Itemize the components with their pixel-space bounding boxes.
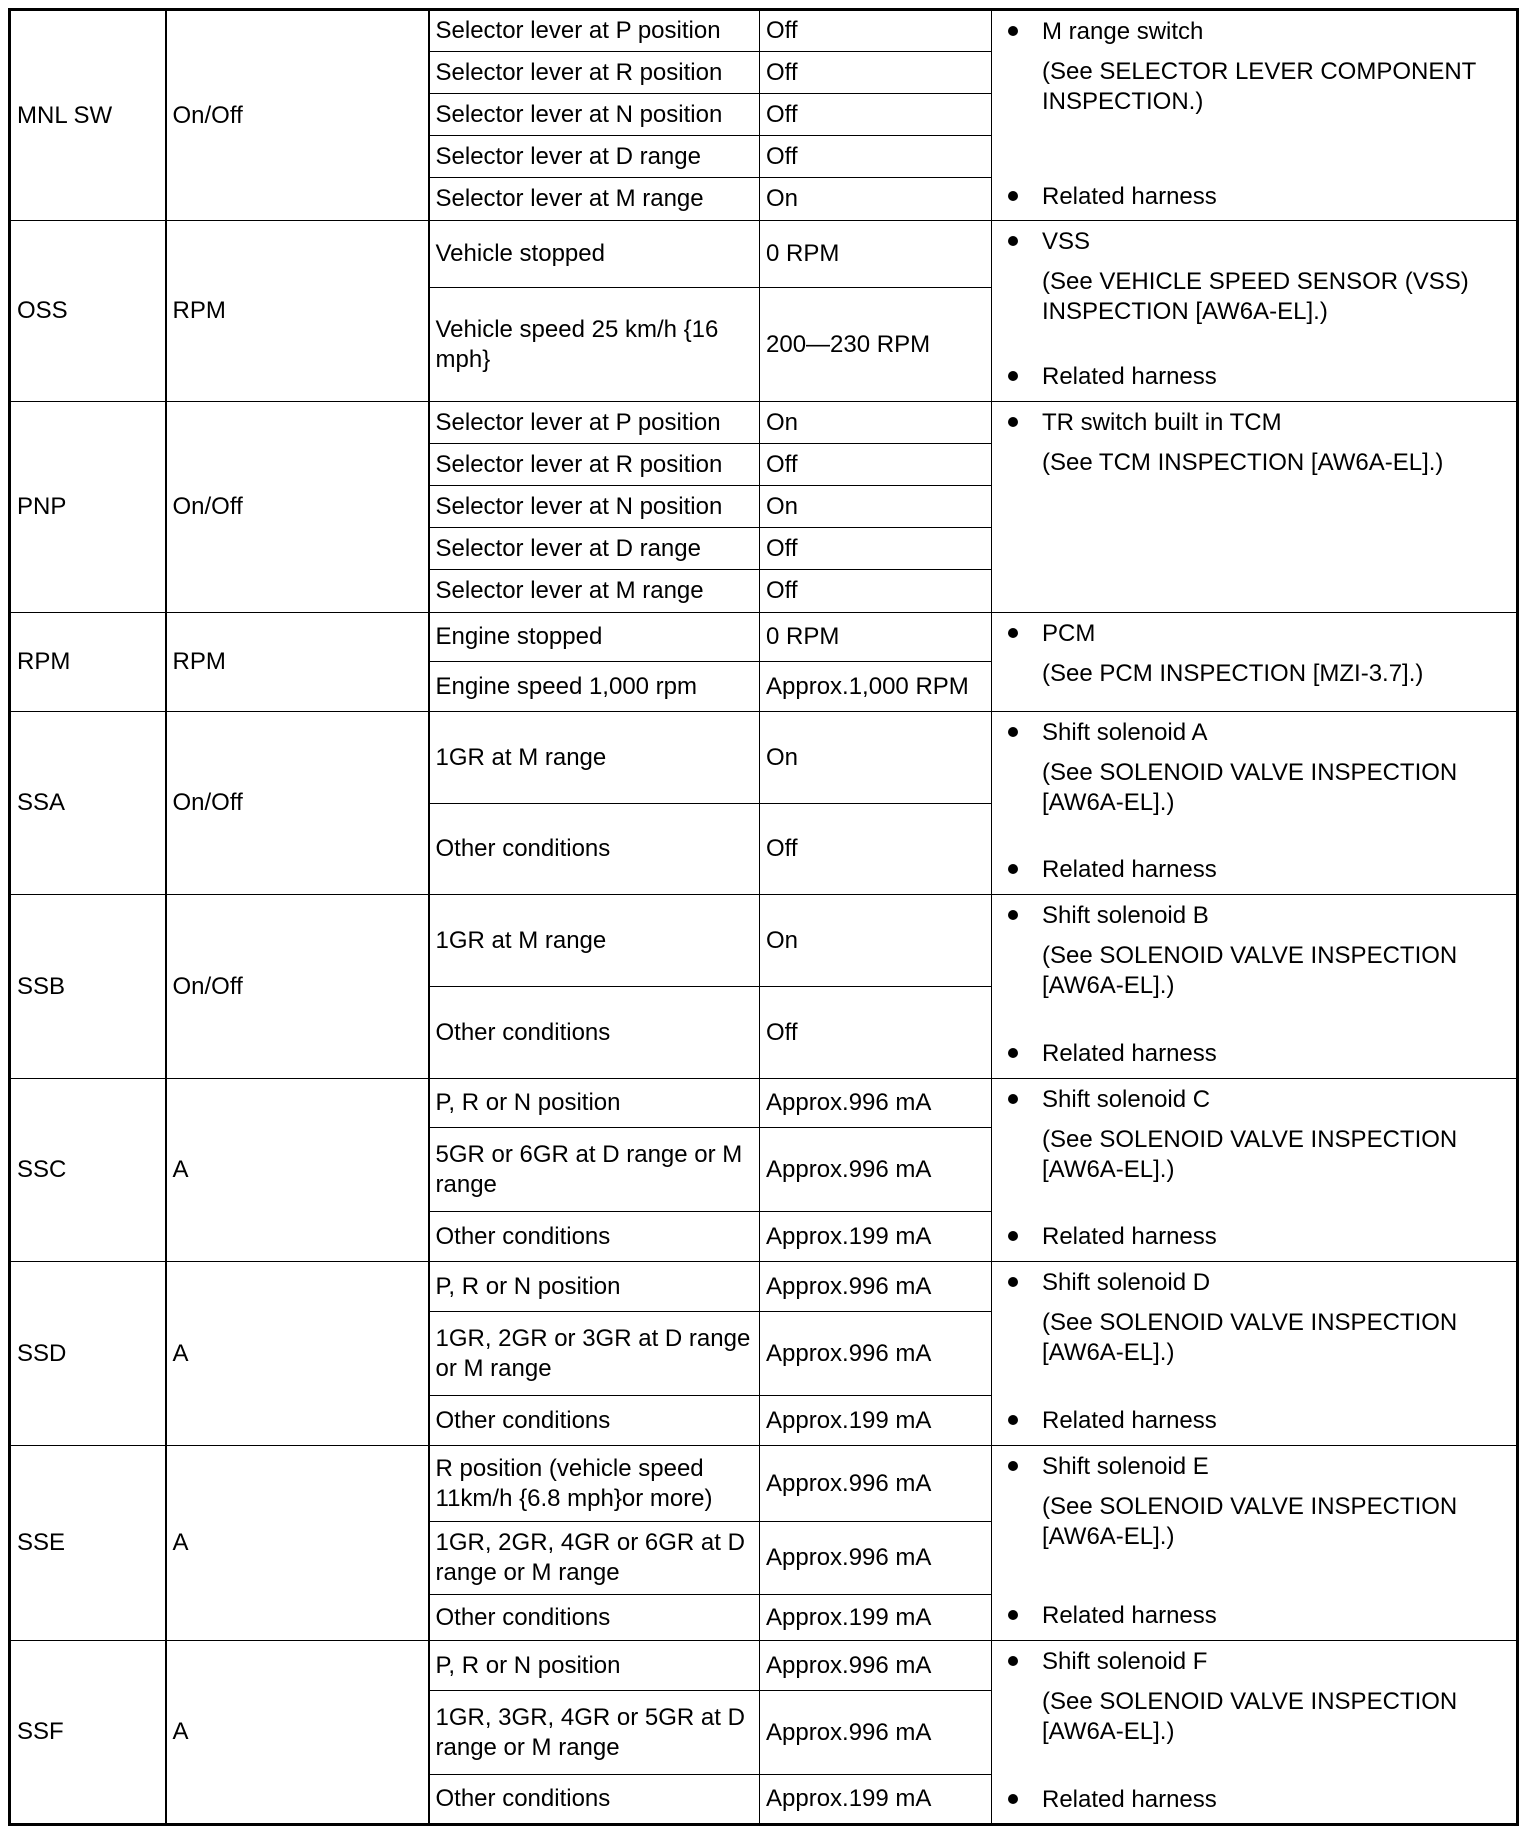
specification-cell: Approx.996 mA: [760, 1641, 992, 1691]
see-reference: (See SOLENOID VALVE INSPECTION [AW6A-EL].): [1042, 1493, 1458, 1550]
condition-cell: Selector lever at R position: [429, 52, 760, 94]
inspection-item: Shift solenoid F: [1042, 1647, 1516, 1677]
specification-cell: On: [760, 486, 992, 528]
condition-cell: Other conditions: [429, 1775, 760, 1825]
pid-name-cell: PNP: [10, 402, 166, 613]
specification-cell: Approx.199 mA: [760, 1396, 992, 1446]
see-reference: (See VEHICLE SPEED SENSOR (VSS) INSPECTION [AW6A-EL].): [1042, 268, 1469, 325]
action-cell: [992, 402, 1518, 613]
pid-name-cell: SSE: [10, 1446, 166, 1641]
action-group: [1042, 718, 1516, 828]
table-row: [10, 10, 1518, 52]
unit-cell: On/Off: [166, 402, 429, 613]
action-list: [1042, 613, 1516, 708]
table-row: [10, 1079, 1518, 1128]
pid-name-cell: SSA: [10, 712, 166, 895]
condition-cell: 5GR or 6GR at D range or M range: [429, 1128, 760, 1212]
table-body: [10, 10, 1518, 1825]
action-list: [1042, 221, 1516, 398]
action-group: [1042, 1085, 1516, 1195]
pid-name-cell: SSD: [10, 1262, 166, 1446]
specification-cell: Approx.199 mA: [760, 1595, 992, 1641]
specification-cell: Off: [760, 987, 992, 1079]
condition-cell: Other conditions: [429, 1212, 760, 1262]
inspection-item: Shift solenoid C: [1042, 1085, 1516, 1115]
condition-cell: 1GR at M range: [429, 895, 760, 987]
unit-cell: On/Off: [166, 712, 429, 895]
see-reference: (See TCM INSPECTION [AW6A-EL].): [1042, 449, 1444, 476]
action-group: [1042, 1647, 1516, 1757]
specification-cell: Approx.199 mA: [760, 1212, 992, 1262]
specification-cell: On: [760, 712, 992, 804]
condition-cell: Selector lever at N position: [429, 94, 760, 136]
pid-name-cell: RPM: [10, 613, 166, 712]
action-group: [1042, 1452, 1516, 1562]
condition-cell: Selector lever at N position: [429, 486, 760, 528]
inspection-item: Shift solenoid D: [1042, 1268, 1516, 1298]
related-harness: Related harness: [1042, 1039, 1516, 1069]
specification-cell: Approx.996 mA: [760, 1446, 992, 1522]
inspection-item: Shift solenoid E: [1042, 1452, 1516, 1482]
action-list: [1042, 1262, 1516, 1442]
table-row: [10, 1641, 1518, 1691]
action-group: [1042, 17, 1516, 127]
see-reference: (See SOLENOID VALVE INSPECTION [AW6A-EL].): [1042, 1309, 1458, 1366]
table-row: [10, 221, 1518, 288]
unit-cell: On/Off: [166, 10, 429, 221]
unit-cell: On/Off: [166, 895, 429, 1079]
see-reference: (See PCM INSPECTION [MZI-3.7].): [1042, 660, 1424, 687]
action-cell: [992, 1262, 1518, 1446]
action-cell: [992, 1446, 1518, 1641]
related-harness: Related harness: [1042, 1601, 1516, 1631]
condition-cell: Selector lever at P position: [429, 402, 760, 444]
inspection-item: Shift solenoid B: [1042, 901, 1516, 931]
see-reference: (See SOLENOID VALVE INSPECTION [AW6A-EL].): [1042, 759, 1458, 816]
condition-cell: Engine stopped: [429, 613, 760, 662]
condition-cell: 1GR, 2GR, 4GR or 6GR at D range or M range: [429, 1522, 760, 1595]
pid-name-cell: SSB: [10, 895, 166, 1079]
table-row: [10, 895, 1518, 987]
table-row: [10, 613, 1518, 662]
condition-cell: P, R or N position: [429, 1262, 760, 1312]
condition-cell: Other conditions: [429, 804, 760, 895]
condition-cell: P, R or N position: [429, 1641, 760, 1691]
see-reference: (See SOLENOID VALVE INSPECTION [AW6A-EL].): [1042, 942, 1458, 999]
specification-cell: Off: [760, 528, 992, 570]
specification-cell: Approx.996 mA: [760, 1262, 992, 1312]
condition-cell: Other conditions: [429, 1396, 760, 1446]
condition-cell: 1GR at M range: [429, 712, 760, 804]
condition-cell: Other conditions: [429, 987, 760, 1079]
condition-cell: Selector lever at P position: [429, 10, 760, 52]
condition-cell: P, R or N position: [429, 1079, 760, 1128]
action-list: [1042, 11, 1516, 218]
inspection-item: VSS: [1042, 227, 1516, 257]
specification-cell: Off: [760, 52, 992, 94]
specification-cell: Approx.996 mA: [760, 1312, 992, 1396]
action-list: [1042, 1079, 1516, 1258]
related-harness: Related harness: [1042, 1785, 1516, 1815]
condition-cell: Other conditions: [429, 1595, 760, 1641]
action-cell: [992, 613, 1518, 712]
specification-cell: Off: [760, 444, 992, 486]
condition-cell: Vehicle stopped: [429, 221, 760, 288]
specification-cell: Off: [760, 804, 992, 895]
pid-inspection-table: [8, 8, 1519, 1826]
condition-cell: Selector lever at M range: [429, 570, 760, 613]
condition-cell: Vehicle speed 25 km/h {16 mph}: [429, 288, 760, 402]
specification-cell: On: [760, 178, 992, 221]
action-cell: [992, 221, 1518, 402]
table-row: [10, 1446, 1518, 1522]
action-list: [1042, 1446, 1516, 1637]
unit-cell: RPM: [166, 221, 429, 402]
table-row: [10, 712, 1518, 804]
action-group: [1042, 619, 1516, 699]
action-cell: [992, 1641, 1518, 1825]
specification-cell: Off: [760, 570, 992, 613]
specification-cell: On: [760, 402, 992, 444]
related-harness: Related harness: [1042, 1406, 1516, 1436]
action-group: [1042, 901, 1516, 1011]
condition-cell: Selector lever at R position: [429, 444, 760, 486]
pid-name-cell: SSC: [10, 1079, 166, 1262]
related-harness: Related harness: [1042, 1222, 1516, 1252]
action-cell: [992, 712, 1518, 895]
condition-cell: 1GR, 2GR or 3GR at D range or M range: [429, 1312, 760, 1396]
condition-cell: Selector lever at D range: [429, 136, 760, 178]
action-group: [1042, 408, 1516, 488]
specification-cell: Off: [760, 136, 992, 178]
specification-cell: 0 RPM: [760, 221, 992, 288]
related-harness: Related harness: [1042, 362, 1516, 392]
see-reference: (See SELECTOR LEVER COMPONENT INSPECTION.): [1042, 58, 1476, 115]
action-cell: [992, 10, 1518, 221]
unit-cell: A: [166, 1446, 429, 1641]
pid-name-cell: MNL SW: [10, 10, 166, 221]
inspection-item: PCM: [1042, 619, 1516, 649]
action-list: [1042, 1641, 1516, 1821]
table-row: [10, 1262, 1518, 1312]
condition-cell: Selector lever at M range: [429, 178, 760, 221]
action-group: [1042, 1268, 1516, 1378]
table-row: [10, 402, 1518, 444]
specification-cell: Off: [760, 94, 992, 136]
action-list: [1042, 402, 1516, 609]
inspection-item: M range switch: [1042, 17, 1516, 47]
specification-cell: 200—230 RPM: [760, 288, 992, 402]
unit-cell: A: [166, 1079, 429, 1262]
condition-cell: Selector lever at D range: [429, 528, 760, 570]
condition-cell: 1GR, 3GR, 4GR or 5GR at D range or M range: [429, 1691, 760, 1775]
action-list: [1042, 712, 1516, 891]
specification-cell: Off: [760, 10, 992, 52]
pid-name-cell: SSF: [10, 1641, 166, 1825]
see-reference: (See SOLENOID VALVE INSPECTION [AW6A-EL].): [1042, 1126, 1458, 1183]
condition-cell: Engine speed 1,000 rpm: [429, 662, 760, 712]
specification-cell: Approx.1,000 RPM: [760, 662, 992, 712]
action-group: [1042, 227, 1516, 337]
inspection-item: TR switch built in TCM: [1042, 408, 1516, 438]
specification-cell: Approx.996 mA: [760, 1522, 992, 1595]
specification-cell: On: [760, 895, 992, 987]
inspection-item: Shift solenoid A: [1042, 718, 1516, 748]
action-list: [1042, 895, 1516, 1075]
specification-cell: Approx.996 mA: [760, 1128, 992, 1212]
specification-cell: Approx.996 mA: [760, 1079, 992, 1128]
specification-cell: Approx.996 mA: [760, 1691, 992, 1775]
see-reference: (See SOLENOID VALVE INSPECTION [AW6A-EL].): [1042, 1688, 1458, 1745]
specification-cell: Approx.199 mA: [760, 1775, 992, 1825]
action-cell: [992, 895, 1518, 1079]
related-harness: Related harness: [1042, 182, 1516, 212]
related-harness: Related harness: [1042, 855, 1516, 885]
specification-cell: 0 RPM: [760, 613, 992, 662]
unit-cell: A: [166, 1262, 429, 1446]
unit-cell: A: [166, 1641, 429, 1825]
pid-name-cell: OSS: [10, 221, 166, 402]
action-cell: [992, 1079, 1518, 1262]
condition-cell: R position (vehicle speed 11km/h {6.8 mph}or more): [429, 1446, 760, 1522]
unit-cell: RPM: [166, 613, 429, 712]
